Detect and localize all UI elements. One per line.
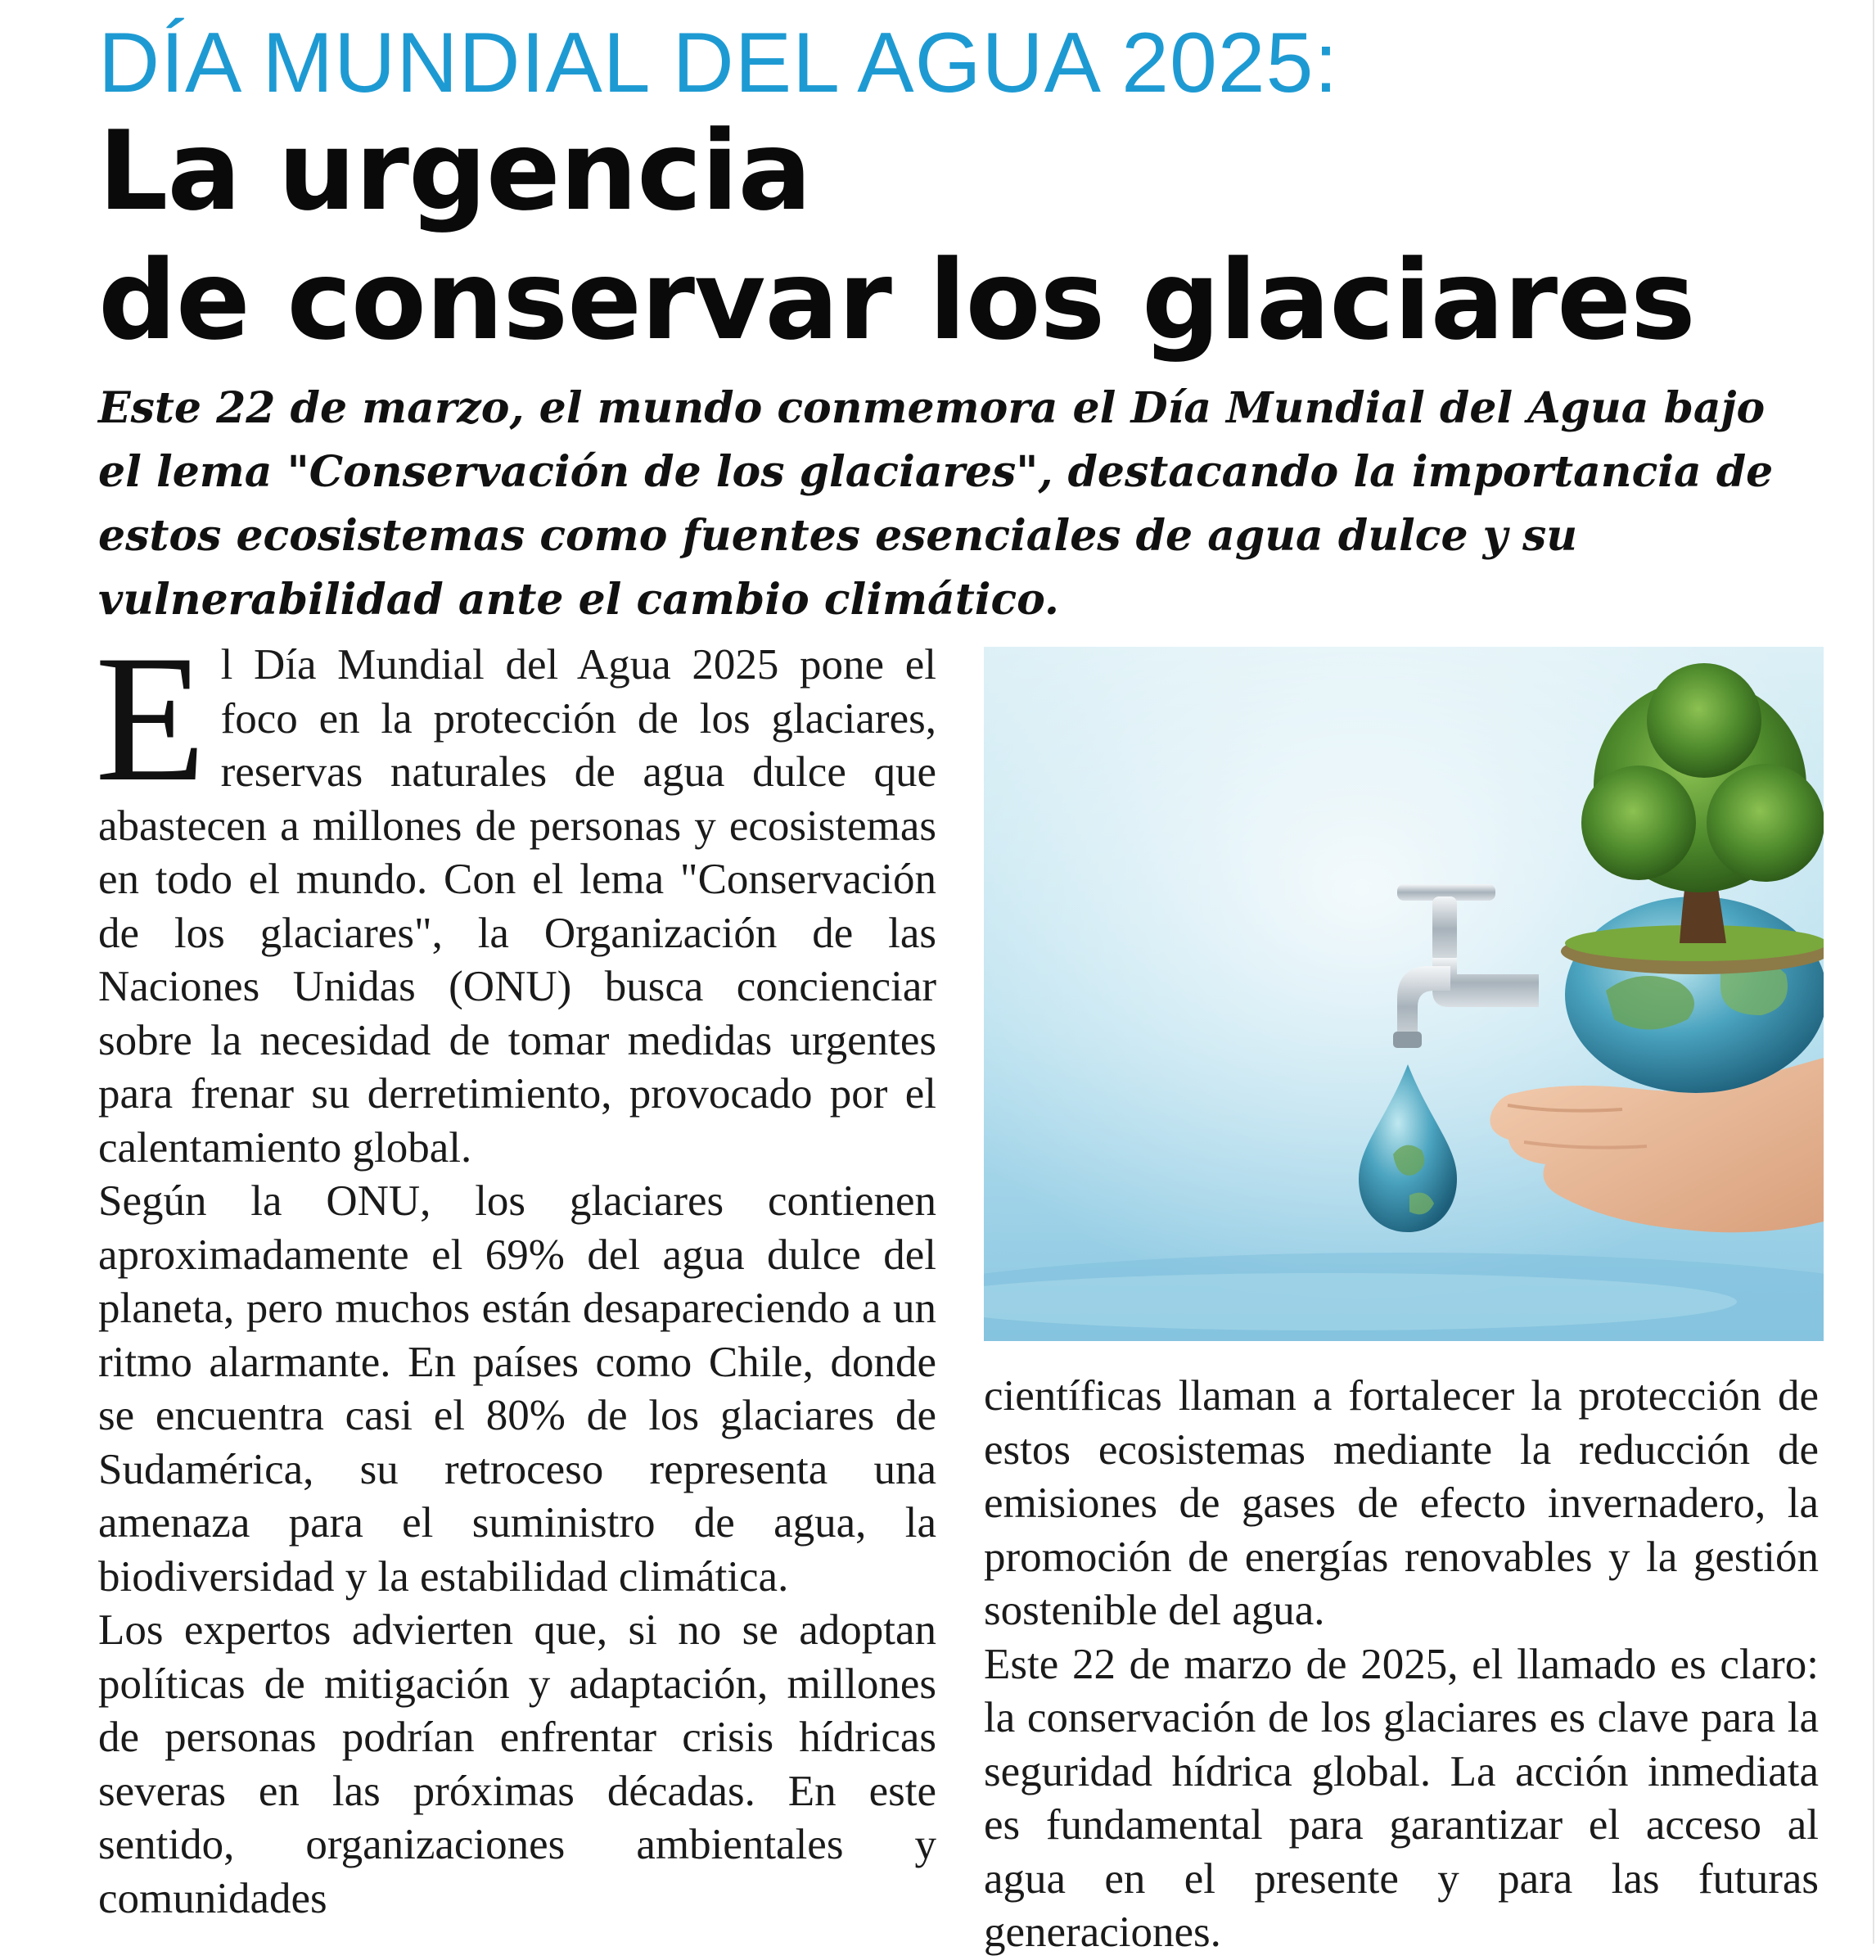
paragraph-4: Este 22 de marzo de 2025, el llamado es claro: la conservación de los glaciares es clave para la seguridad hídrica global. La acción inmediata es fundamental para garantizar el acceso al agua en el presente y para las futuras generaciones. [984,1640,1819,1956]
body-column-right [984,1370,1819,1960]
headline-line-1: La urgencia [98,107,811,235]
article-kicker: DÍA MUNDIAL DEL AGUA 2025: [98,16,1339,111]
article-headline [98,106,1695,365]
headline-line-2: de conservar los glaciares [98,237,1695,364]
body-column-left [95,618,936,1926]
paragraph-1 [95,618,936,1175]
paragraph-3: Los expertos advierten que, si no se adoptan políticas de mitigación y adaptación, millones de personas podrían enfrentar crisis hídricas severas en las próximas décadas. En este sentido, organizaciones ambientales y comunidades [98,1606,936,1922]
page-edge [1873,0,1874,1944]
drop-cap: E [95,618,206,820]
article-lead: Este 22 de marzo, el mundo conmemora el Día Mundial del Agua bajo el lema "Conservación de los glaciares", destacando la importancia de estos ecosistemas como fuentes esenciales de agua dulce y su vulnerabilidad ante el cambio climático. [98,383,1774,625]
article-photo [984,647,1824,1341]
paragraph-3-continued: científicas llaman a fortalecer la protección de estos ecosistemas mediante la reducción de emisiones de gases de efecto invernadero, la promoción de energías renovables y la gestión sostenible del agua. [984,1372,1819,1634]
faucet-earth-tree-illustration [984,647,1824,1341]
paragraph-1-text: l Día Mundial del Agua 2025 pone el foco en la protección de los glaciares, reservas naturales de agua dulce que abastecen a millones de personas y ecosistemas en todo el mundo. Con el lema "Conservación de los glaciares", la Organización de las Naciones Unidas (ONU) busca concienciar sobre la necesidad de tomar medidas urgentes para frenar su derretimiento, provocado por el calentamiento global. [98,641,936,1172]
paragraph-2: Según la ONU, los glaciares contienen aproximadamente el 69% del agua dulce del planeta, pero muchos están desapareciendo a un ritmo alarmante. En países como Chile, donde se encuentra casi el 80% de los glaciares de Sudamérica, su retroceso representa una amenaza para el suministro de agua, la biodiversidad y la estabilidad climática. [98,1177,936,1601]
